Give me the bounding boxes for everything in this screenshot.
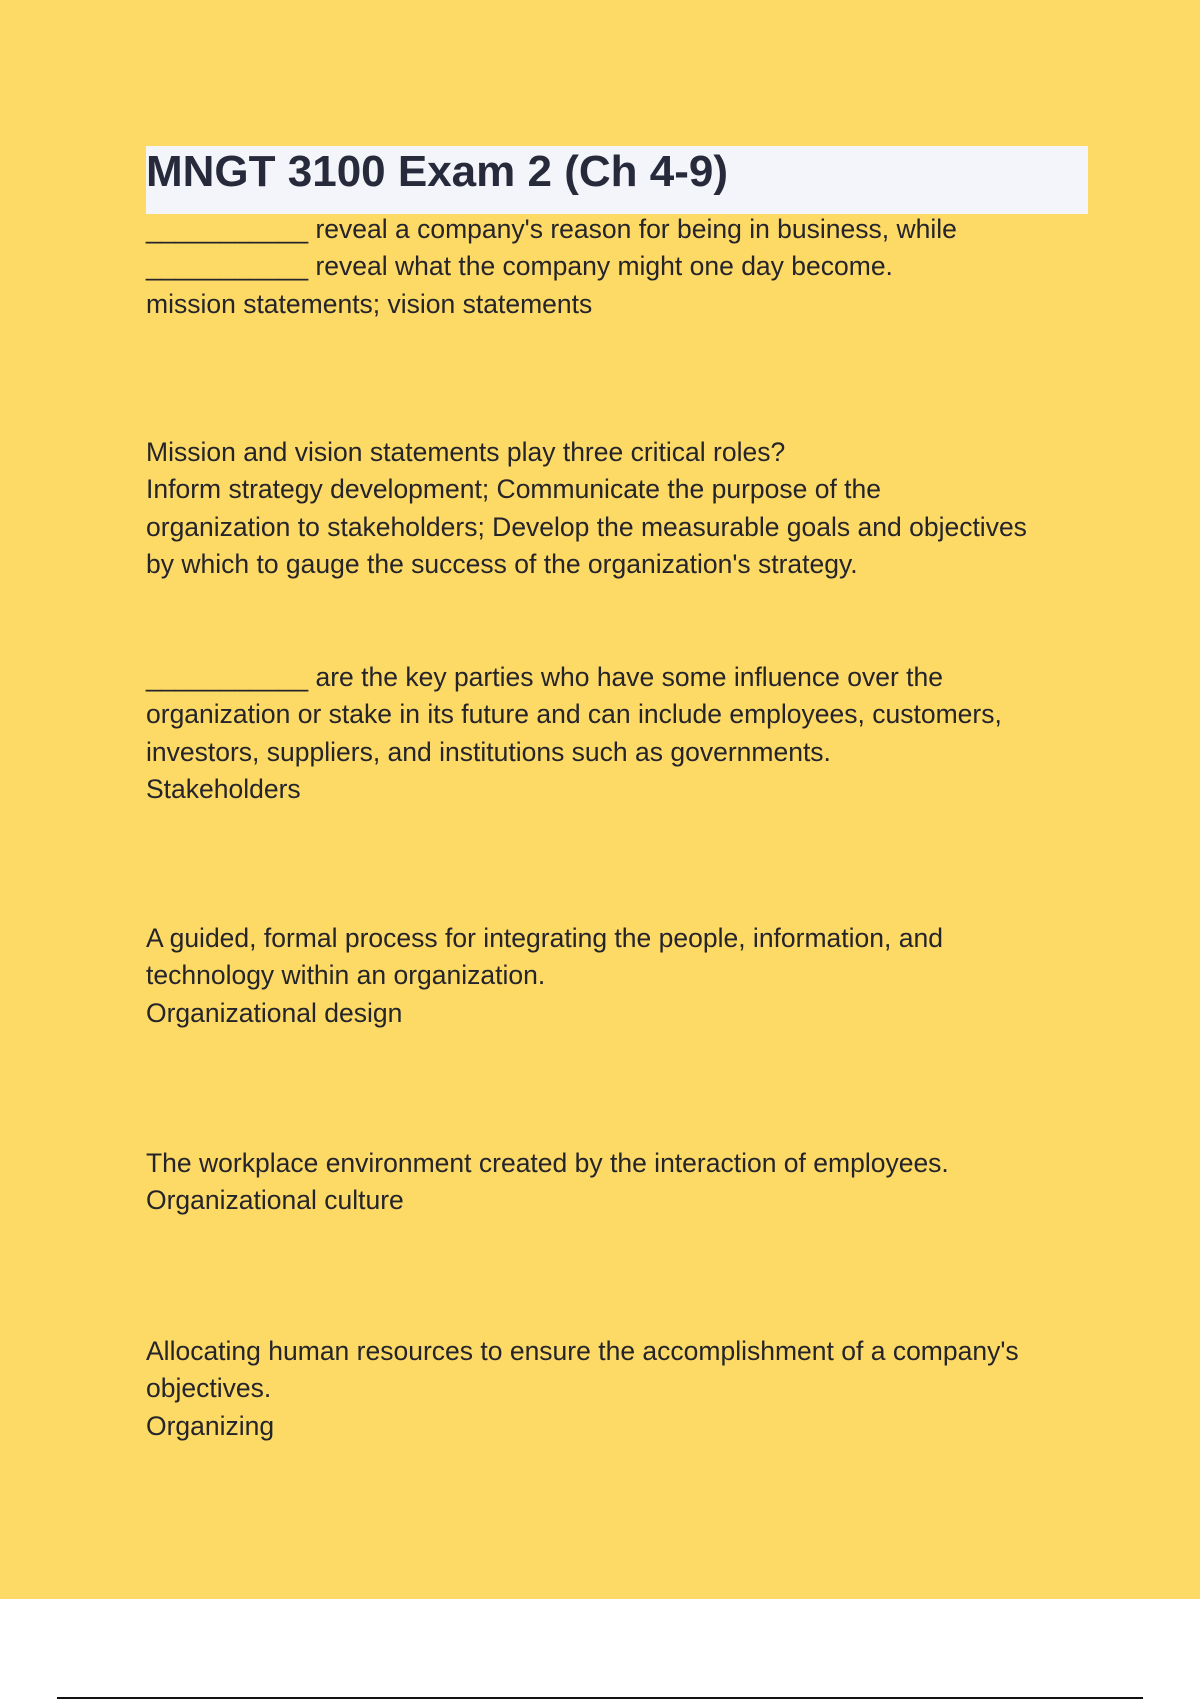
footer-divider: [57, 1697, 1143, 1699]
flashcard-4: [146, 920, 1106, 1032]
flashcard-6: [146, 1333, 1106, 1445]
flashcard-term: ___________ are the key parties who have some influence over the organization or stake in its future and can include employees, customers, investors, suppliers, and institutions such as governments.: [146, 662, 1002, 767]
flashcard-term: Mission and vision statements play three critical roles?: [146, 437, 786, 467]
flashcard-5: [146, 1145, 1106, 1220]
flashcard-term: The workplace environment created by the interaction of employees.: [146, 1148, 949, 1178]
flashcard-definition: Organizing: [146, 1410, 275, 1441]
flashcard-term: A guided, formal process for integrating the people, information, and technology within an organization.: [146, 923, 943, 991]
flashcard-term: ___________ reveal a company's reason for being in business, while ___________ reveal what the company might one day become.: [146, 214, 957, 282]
flashcard-definition: Stakeholders: [146, 774, 301, 805]
flashcard-2: [146, 434, 1106, 584]
flashcard-3: [146, 659, 1106, 809]
page-title: MNGT 3100 Exam 2 (Ch 4-9): [146, 147, 728, 196]
flashcard-term: Allocating human resources to ensure the accomplishment of a company's objectives.: [146, 1336, 1019, 1404]
flashcard-definition: Inform strategy development; Communicate the purpose of the organization to stakeholders; Develop the measurable goals and objectives by which to gauge the success of the organization's strategy.: [146, 474, 1027, 580]
flashcard-definition: Organizational design: [146, 997, 403, 1028]
flashcard-definition: mission statements; vision statements: [146, 288, 593, 319]
flashcard-1: [146, 211, 1106, 323]
flashcard-definition: Organizational culture: [146, 1185, 404, 1216]
